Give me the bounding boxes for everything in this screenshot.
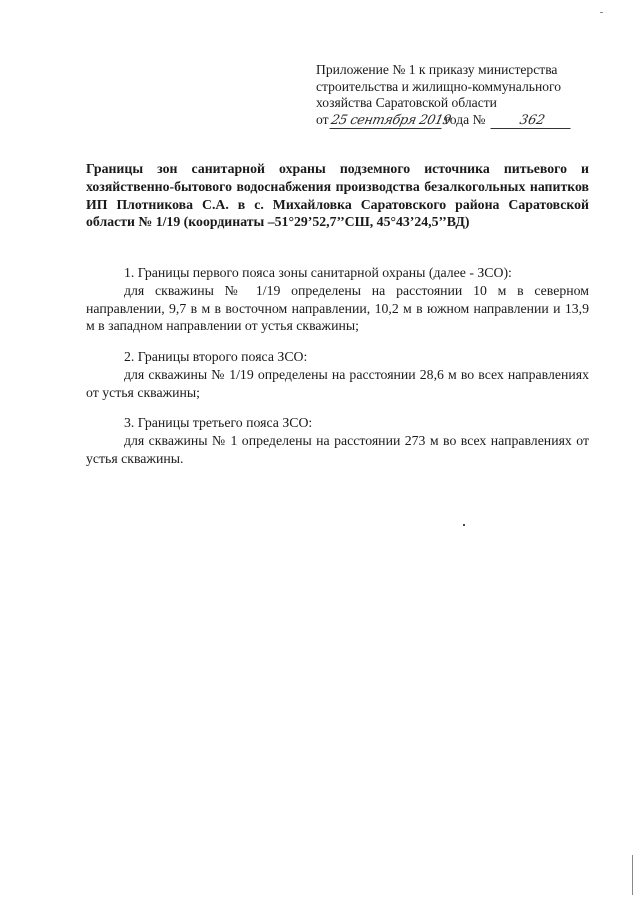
order-prefix: от [316,111,329,127]
appendix-line-2: строительства и жилищно-коммунального [316,78,562,94]
document-title: Границы зон санитарной охраны подземного источника питьевого и хозяйственно-бытового водоснабжения производства безалкогольных напитков ИП Плотникова С.А. в с. Михайловка Саратовского района Саратовской области № 1/19 (координаты –51°29’52,7’’СШ, 45°43’24,5’’ВД) [86,161,589,230]
section-1-body: для скважины № 1/19 определены на расстоянии 10 м в северном направлении, 9,7 в м в восточном направлении, 10,2 м в южном направлении и 13,9 м в западном направлении от устья скважины; [86,282,589,334]
section-3-body: для скважины № 1 определены на расстоянии 273 м во всех направлениях от устья скважины. [86,432,589,466]
handwritten-order-number: 362 [490,114,573,129]
section-2-body: для скважины № 1/19 определены на расстоянии 28,6 м во всех направлениях от устья скважины; [86,366,589,400]
order-year-suffix: года № [444,111,486,127]
section-2 [86,348,589,401]
section-3-heading: 3. Границы третьего пояса ЗСО: [124,415,313,430]
order-reference [316,112,596,129]
section-2-heading: 2. Границы второго пояса ЗСО: [124,349,308,364]
appendix-line-3: хозяйства Саратовской области [316,95,497,110]
section-1 [86,264,589,335]
scan-dot [463,524,465,526]
scan-edge-mark [632,855,633,895]
appendix-line-1: Приложение № 1 к приказу министерства [316,62,558,77]
handwritten-order-date: 25 сентября 2019 [329,112,452,128]
section-1-heading: 1. Границы первого пояса зоны санитарной охраны (далее - ЗСО): [124,265,512,280]
appendix-header [316,62,596,129]
section-3 [86,414,589,467]
scan-top-mark [600,12,603,13]
